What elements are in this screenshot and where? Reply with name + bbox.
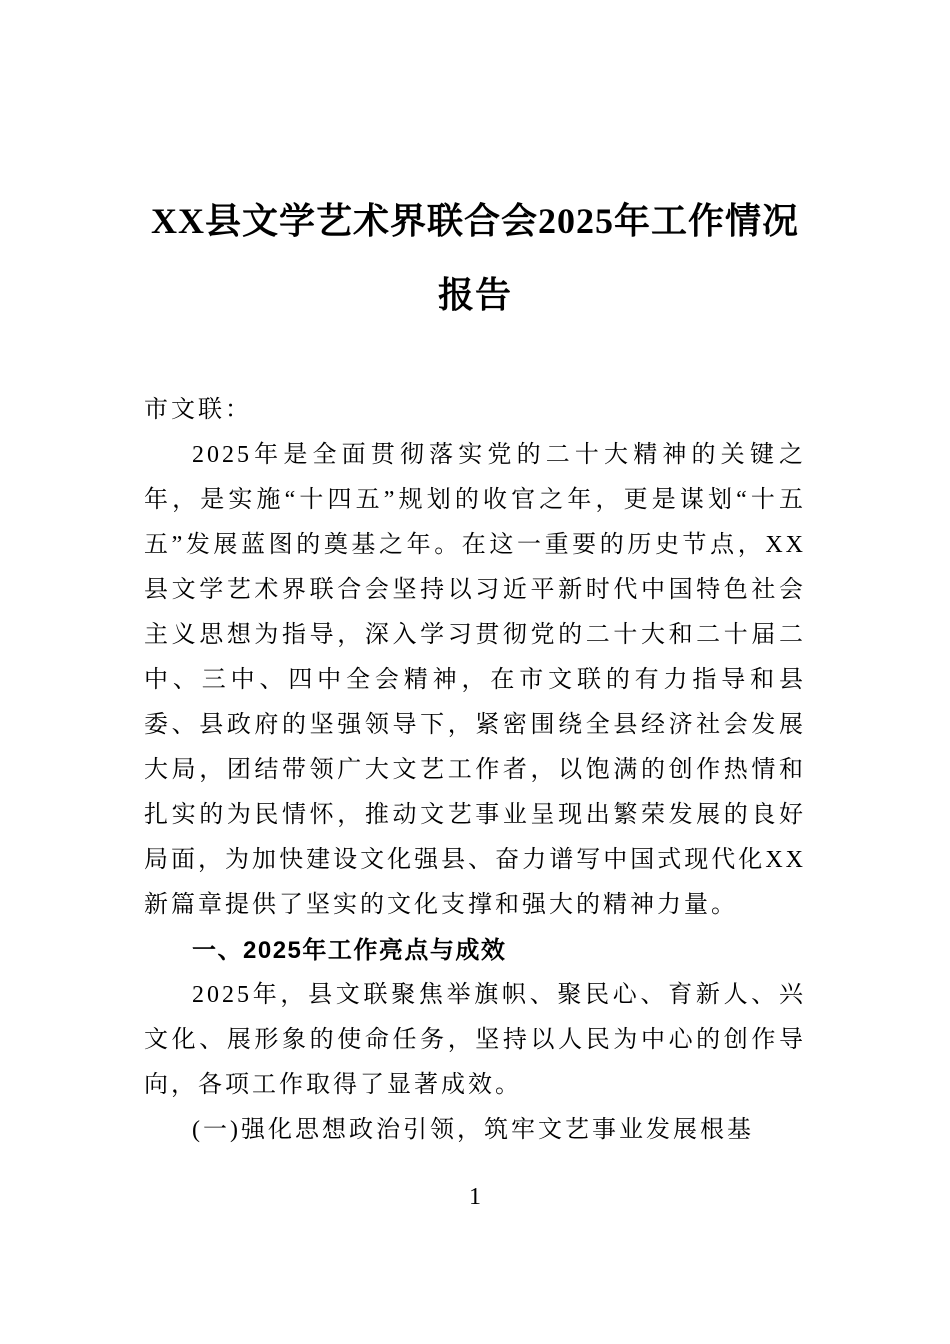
section-heading: 一、2025年工作亮点与成效 (192, 937, 507, 964)
document-title (144, 184, 806, 332)
document-title-line-1: XX县文学艺术界联合会2025年工作情况 (151, 201, 799, 241)
document-title-line-2: 报告 (437, 275, 512, 315)
subsection-heading: (一)强化思想政治引领，筑牢文艺事业发展根基 (192, 1117, 754, 1143)
intro-paragraph: 2025年是全面贯彻落实党的二十大精神的关键之年，是实施“十四五”规划的收官之年，更是谋划“十五五”发展蓝图的奠基之年。在这一重要的历史节点，XX县文学艺术界联合会坚持以习近平新时代中国特色社会主义思想为指导，深入学习贯彻党的二十大和二十届二中、三中、四中全会精神，在市文联的有力指导和县委、县政府的坚强领导下，紧密围绕全县经济社会发展大局，团结带领广大文艺工作者，以饱满的创作热情和扎实的为民情怀，推动文艺事业呈现出繁荣发展的良好局面，为加快建设文化强县、奋力谱写中国式现代化XX新篇章提供了坚实的文化支撑和强大的精神力量。 (144, 442, 806, 918)
salutation: 市文联： (144, 397, 252, 423)
document-body (144, 388, 806, 1153)
section-paragraph: 2025年，县文联聚焦举旗帜、聚民心、育新人、兴文化、展形象的使命任务，坚持以人民为中心的创作导向，各项工作取得了显著成效。 (144, 982, 806, 1098)
page-number: 1 (469, 1184, 481, 1210)
